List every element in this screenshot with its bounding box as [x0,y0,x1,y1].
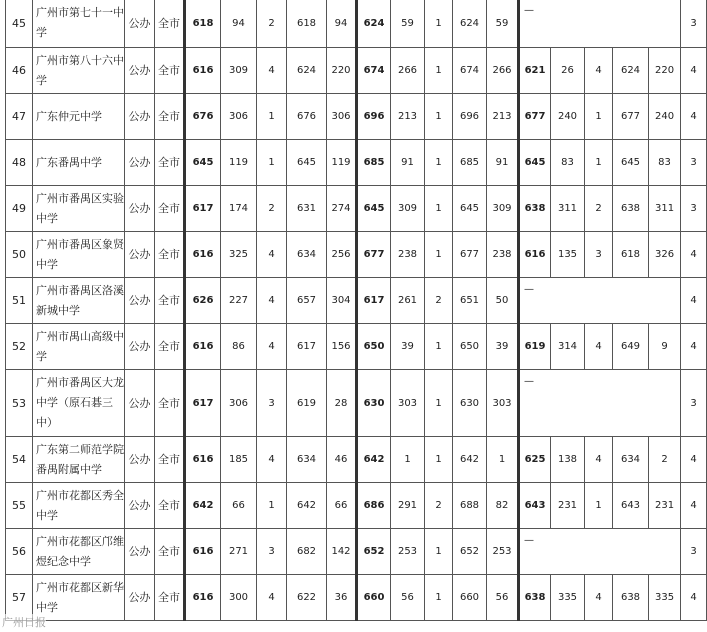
score-cell: 4 [585,437,613,483]
school-name: 广州市第八十六中学 [33,48,125,94]
score-cell: 4 [681,437,707,483]
score-cell: 618 [613,232,649,278]
score-cell: 56 [391,575,425,621]
score-cell: 674 [357,48,391,94]
score-cell: 9 [649,324,681,370]
score-cell: 261 [391,278,425,324]
school-name: 广州市番禺区洛溪新城中学 [33,278,125,324]
score-cell: 59 [391,0,425,48]
row-number: 50 [6,232,33,278]
score-cell: 676 [185,94,221,140]
score-cell: 618 [287,0,327,48]
score-cell: 303 [391,370,425,437]
school-name: 广东番禺中学 [33,140,125,186]
score-cell: 325 [221,232,257,278]
score-cell: 335 [551,575,585,621]
school-name: 广州市番禺区实验中学 [33,186,125,232]
score-cell: 4 [257,324,287,370]
school-type: 公办 [125,278,155,324]
score-cell: 4 [585,48,613,94]
score-cell: 631 [287,186,327,232]
score-cell: 634 [613,437,649,483]
score-cell: 1 [585,94,613,140]
score-cell: 682 [287,529,327,575]
score-cell: 4 [681,324,707,370]
enroll-scope: 全市 [155,575,185,621]
score-cell: 660 [453,575,487,621]
score-cell: 1 [257,140,287,186]
score-cell: — [519,529,681,575]
school-type: 公办 [125,186,155,232]
score-cell: 616 [519,232,551,278]
score-cell: 56 [487,575,519,621]
score-cell: 634 [287,437,327,483]
score-cell: 28 [327,370,357,437]
table-row [6,278,707,324]
score-cell: 91 [391,140,425,186]
score-cell: 83 [551,140,585,186]
score-cell: 685 [357,140,391,186]
score-cell: 1 [425,48,453,94]
score-cell: 674 [453,48,487,94]
score-cell: 619 [287,370,327,437]
score-cell: 696 [357,94,391,140]
score-cell: 643 [613,483,649,529]
school-name: 广东第二师范学院番禺附属中学 [33,437,125,483]
school-type: 公办 [125,529,155,575]
score-cell: 39 [487,324,519,370]
score-cell: 642 [287,483,327,529]
score-cell: 2 [425,483,453,529]
score-cell: 3 [681,370,707,437]
table-row [6,483,707,529]
table-row [6,0,707,48]
score-cell: 238 [391,232,425,278]
score-cell: 4 [681,232,707,278]
score-cell: 253 [487,529,519,575]
score-cell: 94 [221,0,257,48]
score-cell: 616 [185,48,221,94]
score-cell: 3 [681,140,707,186]
score-cell: 652 [453,529,487,575]
score-cell: 622 [287,575,327,621]
score-cell: 1 [425,370,453,437]
score-cell: 696 [453,94,487,140]
score-cell: 688 [453,483,487,529]
score-cell: 616 [185,437,221,483]
score-cell: 1 [257,483,287,529]
score-cell: 1 [425,324,453,370]
score-cell: 335 [649,575,681,621]
score-cell: 617 [287,324,327,370]
score-cell: 616 [185,324,221,370]
score-cell: 642 [357,437,391,483]
score-cell: 66 [327,483,357,529]
score-cell: 4 [585,324,613,370]
score-cell: 36 [327,575,357,621]
score-cell: 3 [681,186,707,232]
row-number: 49 [6,186,33,232]
score-cell: 1 [585,140,613,186]
admission-score-table [5,0,707,621]
score-cell: 66 [221,483,257,529]
score-cell: 309 [487,186,519,232]
enroll-scope: 全市 [155,437,185,483]
score-cell: 1 [585,483,613,529]
score-cell: 240 [649,94,681,140]
row-number: 55 [6,483,33,529]
score-cell: 638 [519,575,551,621]
table-row [6,324,707,370]
row-number: 56 [6,529,33,575]
score-cell: 135 [551,232,585,278]
score-cell: 227 [221,278,257,324]
score-cell: 3 [257,370,287,437]
enroll-scope: 全市 [155,232,185,278]
score-cell: 46 [327,437,357,483]
table-row [6,94,707,140]
school-type: 公办 [125,94,155,140]
watermark: 广州日报 [2,616,46,629]
score-cell: 677 [453,232,487,278]
score-cell: 138 [551,437,585,483]
enroll-scope: 全市 [155,324,185,370]
score-cell: 4 [681,575,707,621]
table-row [6,232,707,278]
score-cell: 231 [551,483,585,529]
score-cell: 645 [453,186,487,232]
score-cell: 156 [327,324,357,370]
score-cell: 304 [327,278,357,324]
score-cell: 253 [391,529,425,575]
school-name: 广州市第七十一中学 [33,0,125,48]
row-number: 48 [6,140,33,186]
score-cell: 624 [287,48,327,94]
score-cell: — [519,0,681,48]
table-row [6,437,707,483]
score-cell: 677 [613,94,649,140]
score-cell: 119 [327,140,357,186]
score-cell: 645 [519,140,551,186]
score-cell: 4 [681,483,707,529]
score-cell: 26 [551,48,585,94]
score-cell: 616 [185,232,221,278]
score-cell: 311 [551,186,585,232]
score-cell: — [519,278,681,324]
score-cell: 266 [391,48,425,94]
score-cell: 634 [287,232,327,278]
score-cell: 621 [519,48,551,94]
enroll-scope: 全市 [155,483,185,529]
school-type: 公办 [125,575,155,621]
row-number: 47 [6,94,33,140]
school-type: 公办 [125,437,155,483]
table-row [6,48,707,94]
score-cell: 213 [487,94,519,140]
table-row [6,186,707,232]
score-cell: 213 [391,94,425,140]
score-cell: 300 [221,575,257,621]
score-cell: 50 [487,278,519,324]
score-cell: 309 [391,186,425,232]
score-cell: 256 [327,232,357,278]
score-cell: 274 [327,186,357,232]
score-cell: 2 [649,437,681,483]
score-cell: 649 [613,324,649,370]
score-cell: 1 [487,437,519,483]
score-cell: 291 [391,483,425,529]
score-cell: 652 [357,529,391,575]
score-cell: 645 [185,140,221,186]
score-cell: 39 [391,324,425,370]
score-cell: 651 [453,278,487,324]
score-cell: 82 [487,483,519,529]
score-cell: 3 [257,529,287,575]
score-cell: 119 [221,140,257,186]
score-cell: 59 [487,0,519,48]
score-cell: 618 [185,0,221,48]
school-type: 公办 [125,232,155,278]
score-cell: 4 [585,575,613,621]
table-row [6,529,707,575]
score-cell: 303 [487,370,519,437]
school-name: 广州市禺山高级中学 [33,324,125,370]
score-cell: 630 [453,370,487,437]
score-cell: 306 [221,94,257,140]
enroll-scope: 全市 [155,48,185,94]
score-cell: 638 [519,186,551,232]
score-cell: 1 [425,437,453,483]
school-type: 公办 [125,483,155,529]
score-cell: 677 [519,94,551,140]
score-cell: 1 [257,94,287,140]
score-cell: 4 [257,575,287,621]
score-cell: 617 [185,186,221,232]
score-cell: 686 [357,483,391,529]
score-cell: 94 [327,0,357,48]
school-name: 广州市花都区新华中学 [33,575,125,621]
school-name: 广州市番禺区象贤中学 [33,232,125,278]
score-cell: 231 [649,483,681,529]
score-cell: 624 [357,0,391,48]
score-cell: 1 [425,94,453,140]
score-cell: 645 [613,140,649,186]
score-cell: 642 [185,483,221,529]
score-cell: 3 [585,232,613,278]
score-cell: 1 [425,232,453,278]
score-cell: 660 [357,575,391,621]
enroll-scope: 全市 [155,529,185,575]
score-cell: 326 [649,232,681,278]
school-type: 公办 [125,370,155,437]
score-cell: 4 [257,437,287,483]
score-cell: 238 [487,232,519,278]
score-cell: 617 [357,278,391,324]
score-cell: 626 [185,278,221,324]
score-cell: 677 [357,232,391,278]
score-cell: 3 [681,0,707,48]
school-name: 广州市花都区邝维煜纪念中学 [33,529,125,575]
score-cell: 645 [287,140,327,186]
score-cell: 3 [681,529,707,575]
score-cell: 616 [185,575,221,621]
enroll-scope: 全市 [155,0,185,48]
score-cell: 220 [327,48,357,94]
enroll-scope: 全市 [155,140,185,186]
score-cell: 271 [221,529,257,575]
score-cell: 624 [453,0,487,48]
score-cell: 638 [613,575,649,621]
score-cell: 685 [453,140,487,186]
score-cell: 2 [585,186,613,232]
row-number: 45 [6,0,33,48]
score-cell: 185 [221,437,257,483]
score-cell: 619 [519,324,551,370]
score-cell: 266 [487,48,519,94]
score-cell: 642 [453,437,487,483]
score-cell: 1 [425,529,453,575]
enroll-scope: 全市 [155,370,185,437]
score-cell: 1 [425,0,453,48]
score-cell: 240 [551,94,585,140]
school-type: 公办 [125,140,155,186]
row-number: 52 [6,324,33,370]
school-type: 公办 [125,324,155,370]
score-cell: 311 [649,186,681,232]
enroll-scope: 全市 [155,94,185,140]
score-cell: 643 [519,483,551,529]
score-cell: 650 [453,324,487,370]
score-cell: 83 [649,140,681,186]
score-cell: 314 [551,324,585,370]
score-cell: 4 [681,48,707,94]
score-cell: 1 [425,140,453,186]
school-type: 公办 [125,0,155,48]
score-cell: 625 [519,437,551,483]
school-name: 广州市番禺区大龙中学（原石碁三中） [33,370,125,437]
score-cell: 624 [613,48,649,94]
score-cell: 2 [257,186,287,232]
row-number: 53 [6,370,33,437]
score-cell: 617 [185,370,221,437]
row-number: 51 [6,278,33,324]
school-name: 广州市花都区秀全中学 [33,483,125,529]
score-cell: 1 [425,575,453,621]
score-cell: — [519,370,681,437]
score-cell: 220 [649,48,681,94]
score-cell: 4 [681,278,707,324]
score-cell: 309 [221,48,257,94]
enroll-scope: 全市 [155,278,185,324]
score-cell: 4 [681,94,707,140]
score-cell: 306 [221,370,257,437]
score-cell: 676 [287,94,327,140]
enroll-scope: 全市 [155,186,185,232]
score-cell: 2 [257,0,287,48]
row-number: 54 [6,437,33,483]
table-row [6,370,707,437]
score-cell: 4 [257,278,287,324]
school-type: 公办 [125,48,155,94]
score-cell: 657 [287,278,327,324]
score-cell: 1 [425,186,453,232]
table-row [6,575,707,621]
score-cell: 306 [327,94,357,140]
score-cell: 142 [327,529,357,575]
score-cell: 1 [391,437,425,483]
score-cell: 630 [357,370,391,437]
score-cell: 86 [221,324,257,370]
school-name: 广东仲元中学 [33,94,125,140]
score-cell: 4 [257,48,287,94]
score-cell: 91 [487,140,519,186]
score-cell: 616 [185,529,221,575]
score-cell: 645 [357,186,391,232]
row-number: 57 [6,575,33,621]
score-cell: 638 [613,186,649,232]
score-cell: 174 [221,186,257,232]
score-cell: 4 [257,232,287,278]
row-number: 46 [6,48,33,94]
score-cell: 2 [425,278,453,324]
score-cell: 650 [357,324,391,370]
table-row [6,140,707,186]
